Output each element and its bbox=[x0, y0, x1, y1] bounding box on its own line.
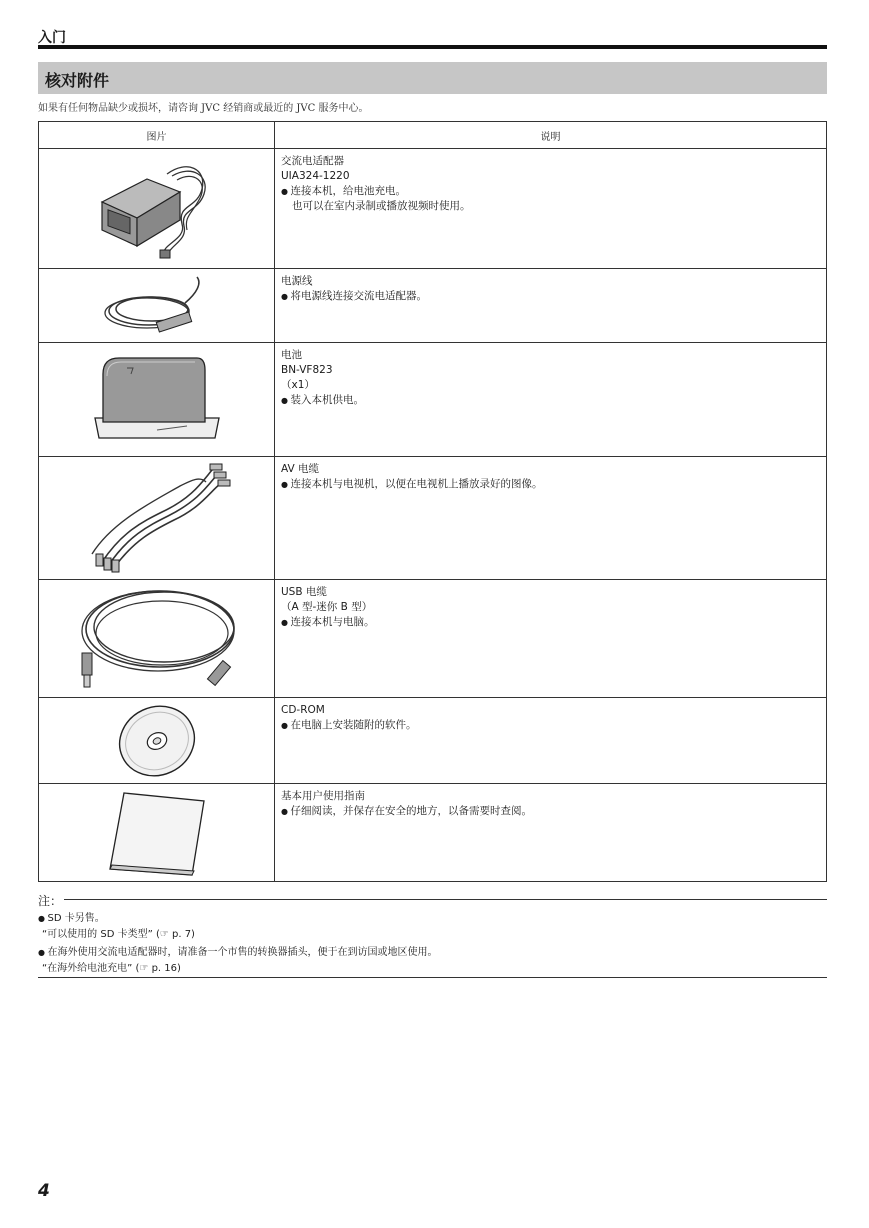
table-row bbox=[39, 698, 827, 784]
note-divider bbox=[64, 899, 827, 900]
accessories-table bbox=[38, 121, 827, 882]
header-picture: 图片 bbox=[39, 122, 275, 149]
description-cell bbox=[275, 784, 827, 882]
picture-cell bbox=[39, 457, 275, 580]
table-row bbox=[39, 149, 827, 269]
item-bullet: ● 连接本机，给电池充电。 bbox=[281, 184, 820, 199]
note-item: ● SD 卡另售。 bbox=[38, 909, 105, 924]
picture-cell bbox=[39, 269, 275, 343]
section-title: 核对附件 bbox=[45, 71, 110, 90]
item-title: 交流电适配器 bbox=[281, 155, 344, 167]
description-cell bbox=[275, 580, 827, 698]
chapter-title: 入门 bbox=[38, 30, 66, 46]
description-cell bbox=[275, 698, 827, 784]
table-row bbox=[39, 343, 827, 457]
manual-icon bbox=[102, 789, 212, 877]
item-bullet-continuation: 也可以在室内录制或播放视频时使用。 bbox=[292, 200, 471, 212]
item-bullet: ● 连接本机与电视机，以便在电视机上播放录好的图像。 bbox=[281, 477, 820, 492]
section-title-bar bbox=[38, 62, 827, 94]
picture-cell bbox=[39, 343, 275, 457]
item-model: UIA324-1220 bbox=[281, 170, 350, 182]
item-title: 基本用户使用指南 bbox=[281, 790, 365, 802]
picture-cell bbox=[39, 784, 275, 882]
item-bullet: ● 装入本机供电。 bbox=[281, 393, 820, 408]
item-model: （A 型-迷你 B 型） bbox=[281, 601, 373, 613]
table-row bbox=[39, 580, 827, 698]
item-title: 电池 bbox=[281, 349, 302, 361]
power-cord-icon bbox=[97, 273, 217, 339]
item-bullet: ● 连接本机与电脑。 bbox=[281, 615, 820, 630]
header-description: 说明 bbox=[275, 122, 827, 149]
item-title: USB 电缆 bbox=[281, 586, 327, 598]
description-cell bbox=[275, 149, 827, 269]
table-header-row bbox=[39, 122, 827, 149]
battery-icon bbox=[87, 352, 227, 448]
note-item: ● 在海外使用交流电适配器时，请准备一个市售的转换器插头，便于在到访国或地区使用。 bbox=[38, 943, 438, 958]
page-number: 4 bbox=[38, 1181, 50, 1201]
item-bullet: ● 仔细阅读，并保存在安全的地方，以备需要时查阅。 bbox=[281, 804, 820, 819]
item-title: 电源线 bbox=[281, 275, 313, 287]
av-cable-icon bbox=[82, 462, 232, 574]
table-row bbox=[39, 457, 827, 580]
description-cell bbox=[275, 269, 827, 343]
cd-rom-icon bbox=[112, 703, 202, 779]
description-cell bbox=[275, 343, 827, 457]
description-cell bbox=[275, 457, 827, 580]
item-model: BN-VF823 bbox=[281, 364, 333, 376]
chapter-header bbox=[38, 24, 827, 49]
picture-cell bbox=[39, 149, 275, 269]
item-bullet: ● 将电源线连接交流电适配器。 bbox=[281, 289, 820, 304]
note-reference-link[interactable]: “在海外给电池充电” (☞ p. 16) bbox=[42, 963, 181, 974]
usb-cable-icon bbox=[72, 585, 242, 693]
item-title: AV 电缆 bbox=[281, 463, 320, 475]
item-title: CD-ROM bbox=[281, 704, 325, 716]
ac-adapter-icon bbox=[92, 154, 222, 264]
intro-text: 如果有任何物品缺少或损坏，请咨询 JVC 经销商或最近的 JVC 服务中心。 bbox=[38, 103, 369, 114]
note-box bbox=[38, 892, 827, 978]
table-row bbox=[39, 269, 827, 343]
picture-cell bbox=[39, 580, 275, 698]
item-quantity: （x1） bbox=[281, 379, 315, 391]
item-bullet: ● 在电脑上安装随附的软件。 bbox=[281, 718, 820, 733]
note-reference-link[interactable]: “可以使用的 SD 卡类型” (☞ p. 7) bbox=[42, 929, 195, 940]
picture-cell bbox=[39, 698, 275, 784]
note-label: 注： bbox=[38, 894, 63, 908]
table-row bbox=[39, 784, 827, 882]
